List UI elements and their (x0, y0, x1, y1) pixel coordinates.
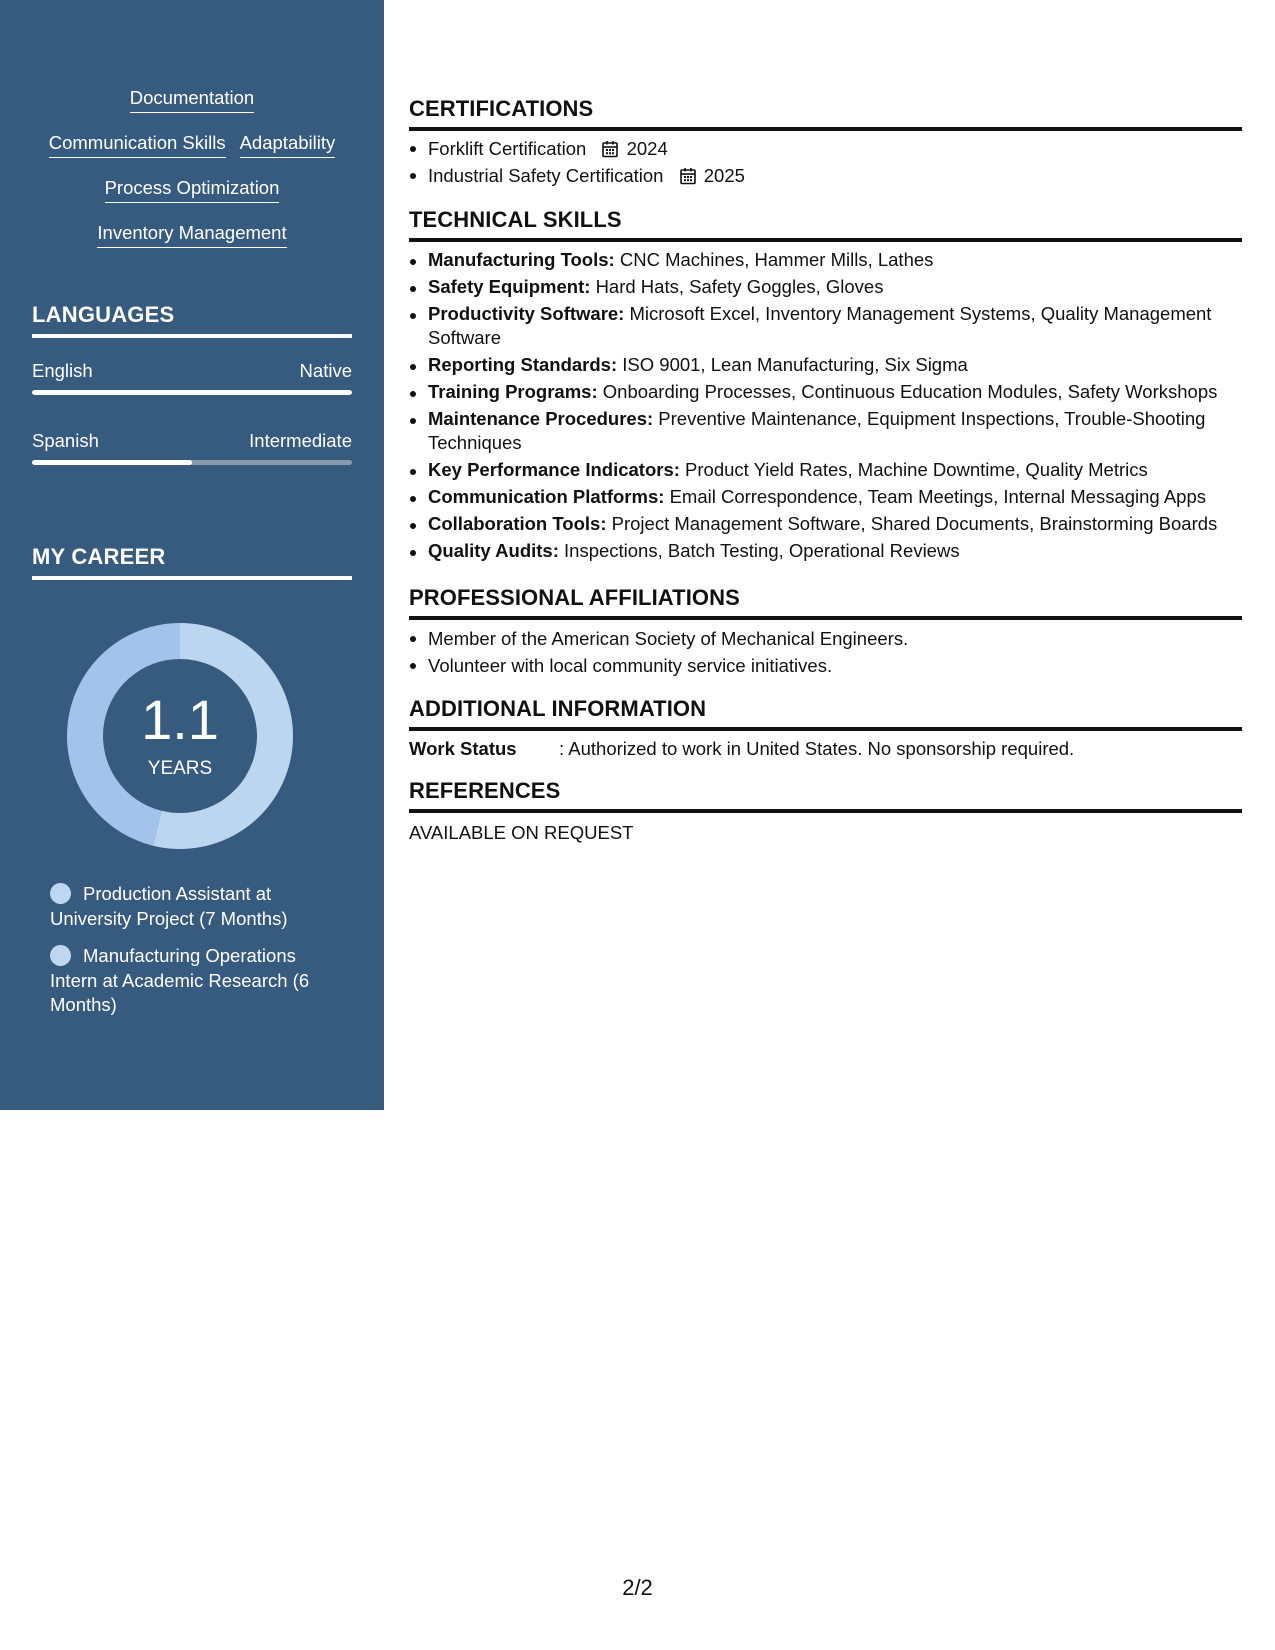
certification-item (409, 162, 1242, 189)
career-legend-dot (50, 883, 71, 904)
career-item (50, 882, 340, 931)
references-text: AVAILABLE ON REQUEST (409, 822, 634, 843)
skill-value: Project Management Software, Shared Documents, Brainstorming Boards (611, 513, 1218, 535)
skill-label: Collaboration Tools: (428, 513, 607, 535)
technical-skill-item (409, 407, 1242, 456)
skill-tag-adaptability[interactable]: Adaptability (240, 131, 336, 158)
skill-tag-documentation[interactable]: Documentation (130, 86, 254, 113)
affiliations-list (409, 625, 1242, 679)
skill-value: Inspections, Batch Testing, Operational Reviews (564, 540, 960, 562)
skill-value: CNC Machines, Hammer Mills, Lathes (619, 249, 934, 270)
skill-row (0, 221, 384, 248)
skill-value: ISO 9001, Lean Manufacturing, Six Sigma (622, 354, 968, 376)
skill-label: Productivity Software: (428, 302, 625, 324)
language-proficiency-bar (32, 460, 352, 465)
languages-heading: LANGUAGES (32, 302, 352, 338)
skill-label: Quality Audits: (428, 540, 559, 562)
skill-value: Hard Hats, Safety Goggles, Gloves (595, 275, 884, 297)
calendar-icon (601, 140, 619, 158)
career-heading: MY CAREER (32, 544, 352, 580)
technical-skill-item (409, 485, 1242, 510)
technical-skill-item (409, 275, 1242, 300)
skill-value: Product Yield Rates, Machine Downtime, Quality Metrics (685, 459, 1148, 481)
certification-name: Forklift Certification (428, 138, 587, 159)
skill-tag-inventory-management[interactable]: Inventory Management (97, 221, 286, 248)
certification-year: 2024 (626, 138, 668, 159)
skill-value: Email Correspondence, Team Meetings, Internal Messaging Apps (669, 486, 1207, 508)
technical-skills-heading: TECHNICAL SKILLS (409, 207, 1242, 242)
calendar-icon (679, 167, 697, 185)
language-proficiency-fill (32, 390, 352, 395)
skill-tag-communication-skills[interactable]: Communication Skills (49, 131, 226, 158)
technical-skill-item (409, 248, 1242, 273)
technical-skills-list (409, 248, 1242, 566)
affiliation-item: Member of the American Society of Mechanical Engineers. (409, 625, 1242, 652)
skill-value: Onboarding Processes, Continuous Education Modules, Safety Workshops (602, 381, 1218, 403)
career-total-unit: YEARS (147, 758, 213, 779)
career-item (50, 944, 340, 1018)
certifications-heading: CERTIFICATIONS (409, 96, 1242, 131)
work-status-label: Work Status (409, 738, 517, 759)
references-heading: REFERENCES (409, 778, 1242, 813)
affiliations-heading: PROFESSIONAL AFFILIATIONS (409, 585, 1242, 620)
skill-tag-process-optimization[interactable]: Process Optimization (105, 176, 280, 203)
page-number: 2/2 (622, 1575, 653, 1600)
language-name: English (32, 360, 93, 381)
language-name: Spanish (32, 430, 99, 451)
technical-skill-item (409, 539, 1242, 564)
skill-label: Training Programs: (428, 381, 598, 403)
career-total (66, 622, 294, 850)
skill-label: Manufacturing Tools: (428, 249, 615, 270)
certification-name: Industrial Safety Certification (428, 165, 664, 186)
technical-skill-item (409, 380, 1242, 405)
skill-row (0, 131, 384, 158)
work-status-value: : Authorized to work in United States. No sponsorship required. (559, 738, 1075, 759)
skill-value: Microsoft Excel, Inventory Management Systems, Quality Management Software (428, 302, 1212, 349)
affiliation-item: Volunteer with local community service initiatives. (409, 652, 1242, 679)
technical-skill-item (409, 353, 1242, 378)
technical-skill-item (409, 458, 1242, 483)
language-level: Native (299, 360, 352, 381)
technical-skill-item (409, 512, 1242, 537)
certification-year: 2025 (703, 165, 745, 186)
skill-row (0, 86, 384, 113)
career-item-text: Manufacturing Operations Intern at Academic Research (6 Months) (50, 945, 310, 1015)
additional-info-heading: ADDITIONAL INFORMATION (409, 696, 1242, 731)
skill-row (0, 176, 384, 203)
language-proficiency-fill (32, 460, 192, 465)
skill-label: Safety Equipment: (428, 275, 591, 297)
skill-label: Maintenance Procedures: (428, 407, 654, 429)
certifications-list (409, 135, 1242, 189)
career-total-value: 1.1 (141, 688, 219, 751)
technical-skill-item (409, 302, 1242, 351)
language-proficiency-bar (32, 390, 352, 395)
skill-label: Communication Platforms: (428, 486, 665, 508)
career-item-text: Production Assistant at University Project (7 Months) (50, 883, 288, 929)
skill-label: Reporting Standards: (428, 354, 618, 376)
skill-label: Key Performance Indicators: (428, 459, 680, 481)
skill-value: Preventive Maintenance, Equipment Inspections, Trouble-Shooting Techniques (428, 407, 1206, 454)
career-legend-dot (50, 945, 71, 966)
sidebar (0, 0, 384, 1110)
certification-item (409, 135, 1242, 162)
language-level: Intermediate (249, 430, 352, 451)
